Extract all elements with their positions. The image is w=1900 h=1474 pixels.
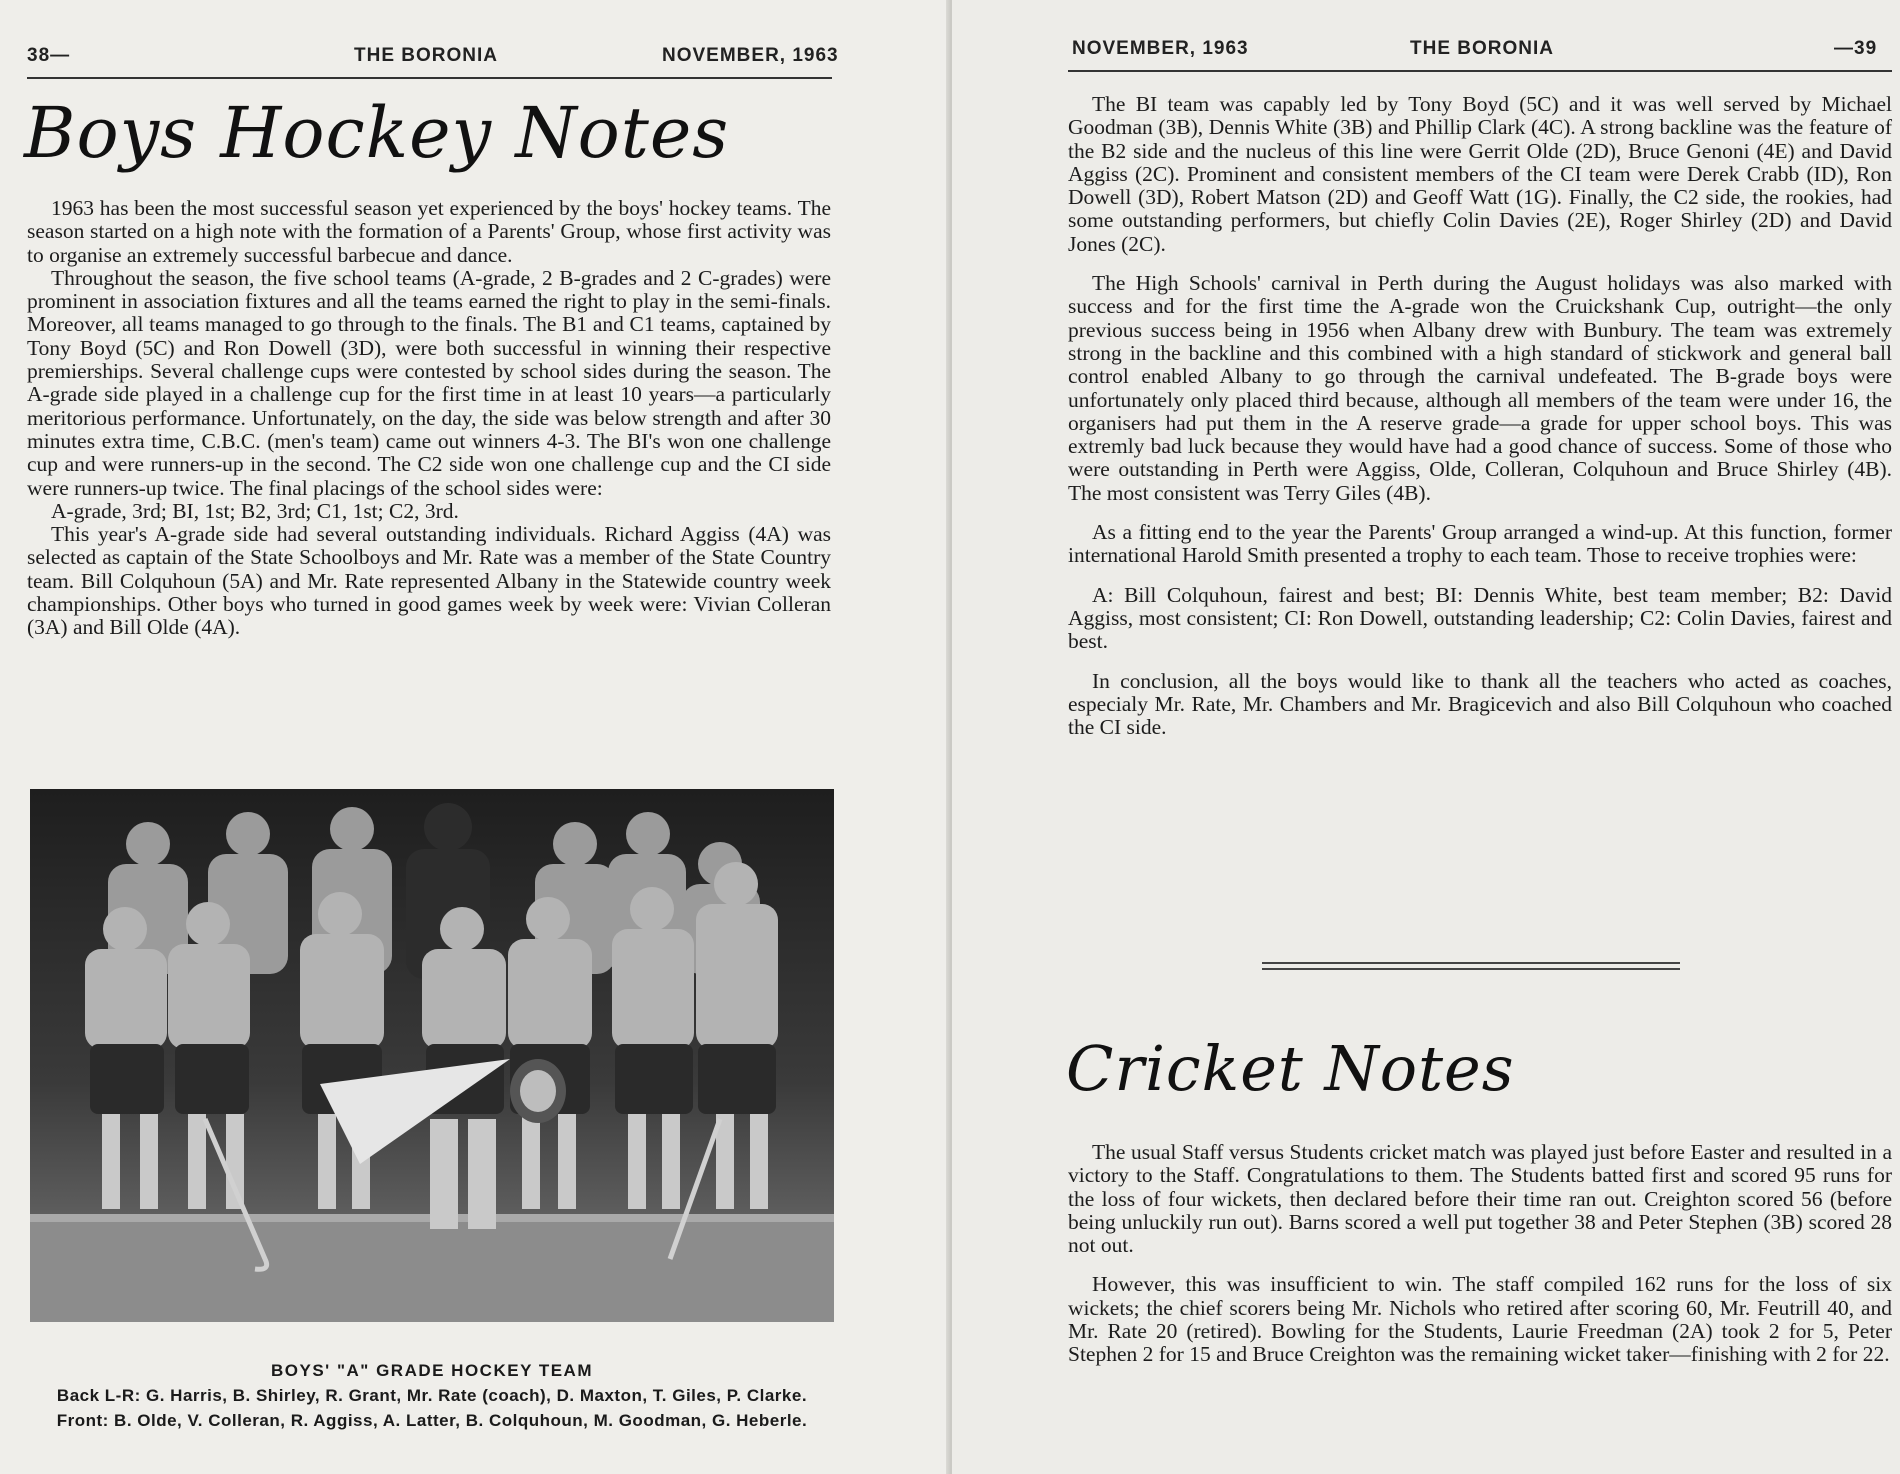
hockey-paragraph-season: Throughout the season, the five school teams (A-grade, 2 B-grades and 2 C-grades) were prominent in association fixtures and all the teams earned the right to play in the semi-finals. Moreover, all teams managed to go through to the finals. The B1 and C1 teams, captained by Tony Boyd (5C) and Ron Dowell (3D), were both successful in winning their respective premierships. Several challenge cups were contested by school sides during the season. The A-grade side played in a challenge cup for the first time in at least 10 years—a particularly meritorious performance. Unfortunately, on the day, the side was below strength and after 30 minutes extra time, C.B.C. (men's team) came out winners 4-3. The BI's won one challenge cup and were runners-up in the second. The C2 side won one challenge cup and the CI side were runners-up twice. The final placings of the school sides were: (27, 265, 831, 500)
left-page-number: 38— (27, 45, 71, 66)
cricket-notes-title: Cricket Notes (1066, 1032, 1515, 1105)
hockey-paragraph-placings: A-grade, 3rd; BI, 1st; B2, 3rd; C1, 1st; C2, 3rd. (51, 498, 459, 523)
cricket-notes-body (1068, 1141, 1892, 1367)
cricket-paragraph-match: The usual Staff versus Students cricket match was played just before Easter and resulted in a victory to the Staff. Congratulations to them. The Students batted first and scored 95 runs for the loss of four wickets, then declared before their time ran out. Creighton scored 56 (before being unluckily run out). Barns scored a well put together 38 and Peter Stephen (3B) scored 28 not out. (1068, 1140, 1892, 1258)
hockey-paragraph-teams: The BI team was capably led by Tony Boyd (5C) and it was well served by Michael Goodman (3B), Dennis White (3B) and Phillip Clark (4C). A strong backline was the feature of the B2 side and the nucleus of this line were Gerrit Olde (2D), Bruce Genoni (4E) and David Aggiss (2C). Prominent and consistent members of the CI team were Derek Crabb (ID), Ron Dowell (3D), Robert Matson (2D) and Geoff Watt (1G). Finally, the C2 side, the rookies, had some outstanding performers, but chiefly Colin Davies (2E), Roger Shirley (2D) and David Jones (2C). (1068, 92, 1892, 256)
hockey-paragraph-individuals: This year's A-grade side had several outstanding individuals. Richard Aggiss (4A) was selected as captain of the State Schoolboys and Mr. Rate was a member of the State Country team. Bill Colquhoun (5A) and Mr. Rate represented Albany in the Statewide country week championships. Other boys who turned in good games week by week were: Vivian Colleran (3A) and Bill Olde (4A). (27, 522, 831, 640)
right-header-rule (1068, 70, 1892, 72)
hockey-paragraph-trophies: A: Bill Colquhoun, fairest and best; BI: Dennis White, best team member; B2: David Aggiss, most consistent; CI: Ron Dowell, outstanding leadership; C2: Colin Davies, fairest and best. (1068, 582, 1892, 654)
photo-caption (28, 1358, 836, 1433)
hockey-notes-title: Boys Hockey Notes (24, 92, 730, 174)
right-running-title: THE BORONIA (1410, 38, 1554, 59)
left-running-title: THE BORONIA (354, 45, 498, 66)
hockey-paragraph-conclusion: In conclusion, all the boys would like to thank all the teachers who acted as coaches, especialy Mr. Rate, Mr. Chambers and Mr. Bragicevich and also Bill Colquhoun who coached the CI side. (1068, 668, 1892, 740)
hockey-paragraph-carnival: The High Schools' carnival in Perth during the August holidays was also marked with success and for the first time the A-grade won the Cruickshank Cup, outright—the only previous success being in 1956 when Albany drew with Bunbury. The team was extremely strong in the backline and this combined with a high standard of stickwork and general ball control enabled Albany to go through the carnival undefeated. The B-grade boys were unfortunately only placed third because, although all members of the team were under 16, the organisers had put them in the A reserve grade—a grade for upper school boys. This was extremly bad luck because they would have had a good chance of success. Some of those who were outstanding in Perth were Aggiss, Olde, Colleran, Colquhoun and Bruce Shirley (4B). The most consistent was Terry Giles (4B). (1068, 271, 1892, 505)
hockey-paragraph-intro: 1963 has been the most successful season yet experienced by the boys' hockey teams. The season started on a high note with the formation of a Parents' Group, whose first activity was to organise an extremely successful barbecue and dance. (27, 196, 831, 267)
left-running-date: NOVEMBER, 1963 (662, 45, 839, 66)
hockey-notes-continued (1068, 93, 1892, 739)
team-photograph-image (30, 789, 834, 1322)
hockey-paragraph-windup: As a fitting end to the year the Parents' Group arranged a wind-up. At this function, former international Harold Smith presented a trophy to each team. Those to receive trophies were: (1068, 520, 1892, 568)
left-header-rule (27, 77, 832, 79)
hockey-notes-body (27, 197, 831, 640)
photo-caption-back-row: Back L-R: G. Harris, B. Shirley, R. Grant, Mr. Rate (coach), D. Maxton, T. Giles, P. Clarke. (56, 1386, 808, 1405)
section-divider (1262, 962, 1680, 972)
right-page-number: —39 (1834, 38, 1878, 59)
photo-caption-front-row: Front: B. Olde, V. Colleran, R. Aggiss, A. Latter, B. Colquhoun, M. Goodman, G. Heberle. (56, 1411, 808, 1430)
right-running-date: NOVEMBER, 1963 (1072, 38, 1249, 59)
photo-caption-title: BOYS' "A" GRADE HOCKEY TEAM (271, 1361, 593, 1380)
team-photograph (30, 789, 834, 1322)
cricket-paragraph-result: However, this was insufficient to win. The staff compiled 162 runs for the loss of six wickets; the chief scorers being Mr. Nichols who retired after scoring 60, Mr. Feutrill 40, and Mr. Rate 20 (retired). Bowling for the Students, Laurie Freedman (2A) took 2 for 5, Peter Stephen 2 for 15 and Bruce Creighton was the remaining wicket taker—finishing with 2 for 22. (1068, 1272, 1892, 1367)
